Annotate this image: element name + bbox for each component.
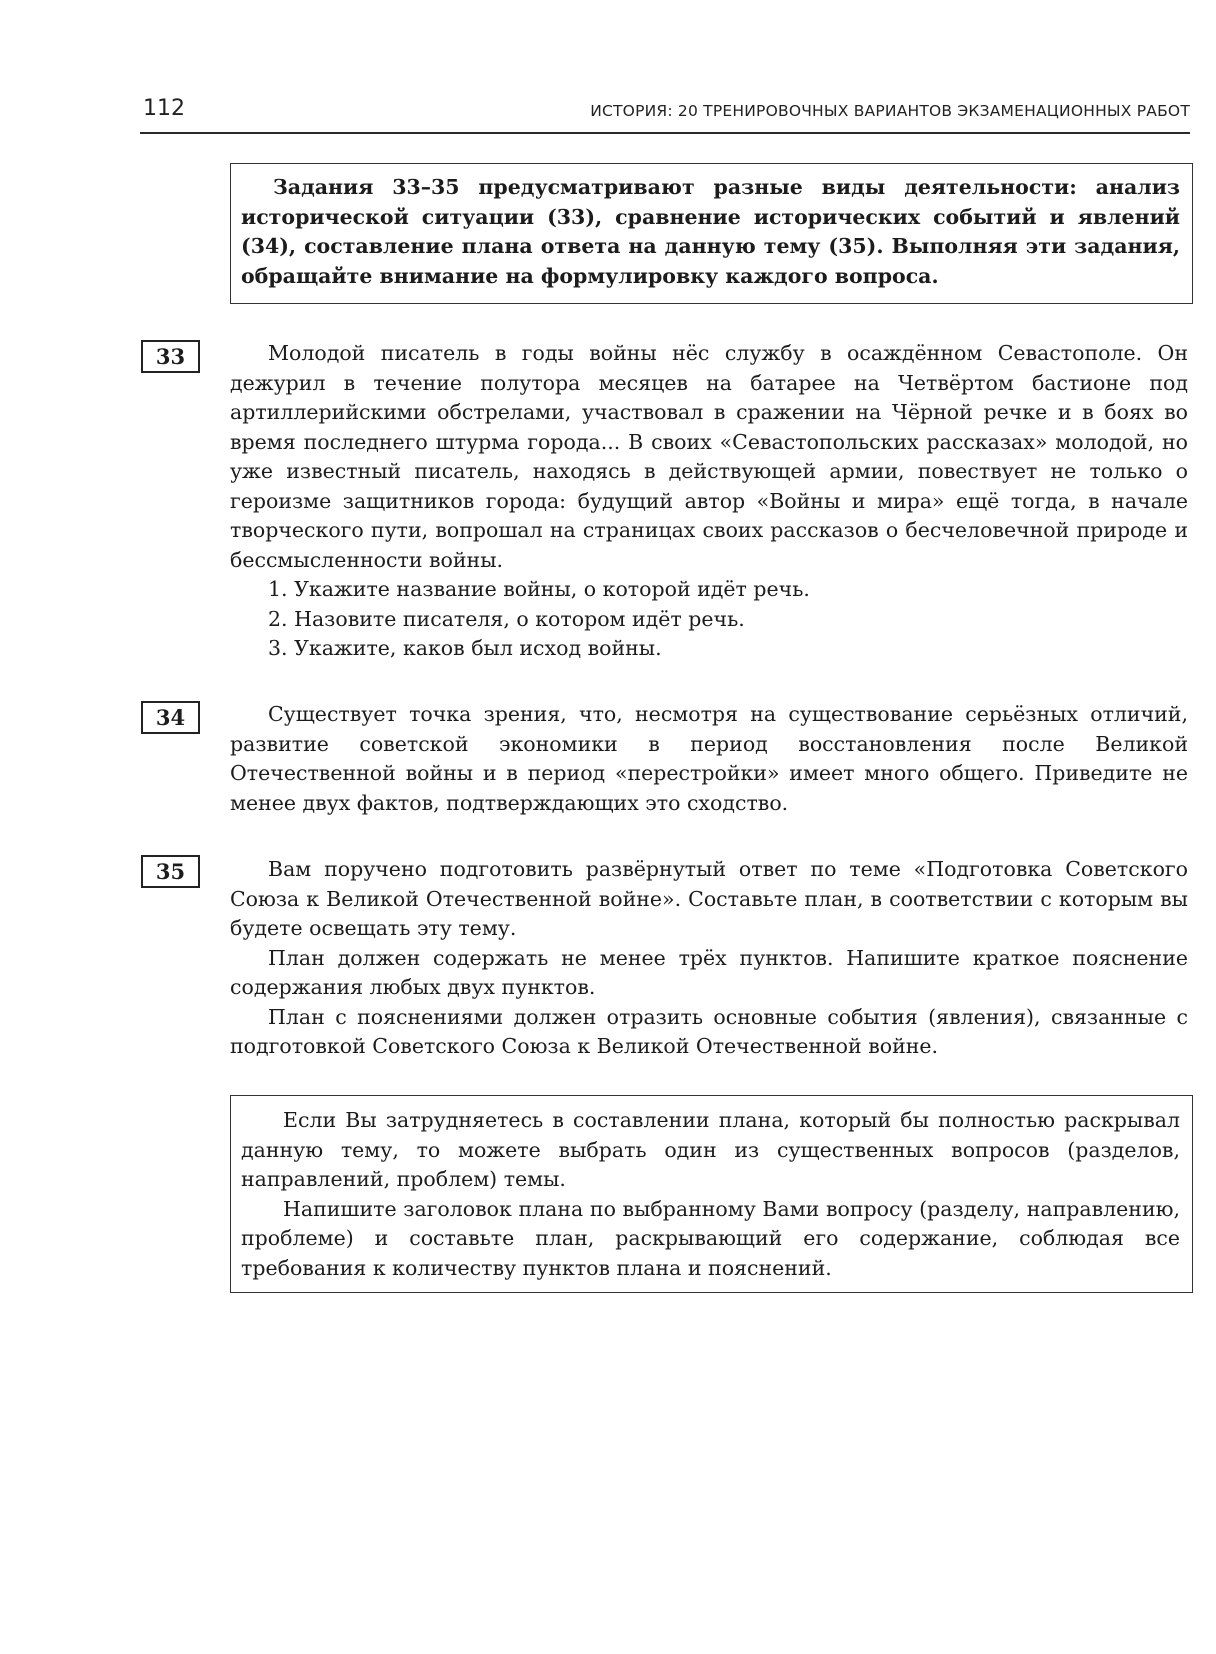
task-33 [230, 339, 1188, 664]
task-35-paragraph: План должен содержать не менее трёх пунктов. Напишите краткое пояснение содержания любых двух пунктов. [230, 945, 1188, 999]
question-item: 1. Укажите название войны, о которой идёт речь. [268, 577, 810, 601]
instructions-box [230, 163, 1193, 304]
task-33-questions [230, 575, 1188, 664]
task-34 [230, 700, 1188, 818]
page-header [140, 92, 1190, 134]
question-item: 2. Назовите писателя, о котором идёт речь. [268, 606, 745, 631]
task-35-paragraph: Вам поручено подготовить развёрнутый ответ по теме «Подготовка Советского Союза к Великой Отечественной войне». Составьте план, в соответствии с которым вы будете освещать эту тему. [230, 857, 1188, 940]
task-35 [230, 855, 1188, 1062]
hint-paragraph: Если Вы затрудняетесь в составлении плана, который бы полностью раскрывал данную тему, то можете выбрать один из существенных вопросов (разделов, направлений, проблем) темы. [241, 1108, 1180, 1191]
running-title: ИСТОРИЯ: 20 ТРЕНИРОВОЧНЫХ ВАРИАНТОВ ЭКЗАМЕНАЦИОННЫХ РАБОТ [590, 102, 1190, 120]
task-number-35: 35 [141, 855, 200, 888]
task-33-text: Молодой писатель в годы войны нёс службу в осаждённом Севастополе. Он дежурил в течение полутора месяцев на батарее на Четвёртом бастионе под артиллерийскими обстрелами, участвовал в сражении на Чёрной речке и в боях во время последнего штурма города... В своих «Севастопольских рассказах» молодой, но уже известный писатель, находясь в действующей армии, повествует не только о героизме защитников города: будущий автор «Войны и мира» ещё тогда, в начале творческого пути, вопрошал на страницах своих рассказов о бесчеловечной природе и бессмысленности войны. [230, 341, 1188, 572]
task-number-34: 34 [141, 701, 200, 734]
hint-box [230, 1095, 1193, 1293]
task-35-paragraph: План с пояснениями должен отразить основные события (явления), связанные с подготовкой Советского Союза к Великой Отечественной войне. [230, 1004, 1188, 1058]
question-item: 3. Укажите, каков был исход войны. [268, 636, 662, 660]
task-number-33: 33 [141, 340, 200, 373]
instructions-text: Задания 33–35 предусматривают разные виды деятельности: анализ исторической ситуации (33), сравнение исторических событий и явлений (34), составление плана ответа на данную тему (35). Выполняя эти задания, обращайте внимание на формулировку каждого вопроса. [241, 175, 1180, 288]
page-number: 112 [143, 96, 185, 121]
hint-paragraph: Напишите заголовок плана по выбранному Вами вопросу (разделу, направлению, проблеме) и составьте план, раскрывающий его содержание, соблюдая все требования к количеству пунктов плана и пояснений. [241, 1196, 1180, 1280]
task-34-text: Существует точка зрения, что, несмотря на существование серьёзных отличий, развитие советской экономики в период восстановления после Великой Отечественной войны и в период «перестройки» имеет много общего. Приведите не менее двух фактов, подтверждающих это сходство. [230, 702, 1188, 815]
